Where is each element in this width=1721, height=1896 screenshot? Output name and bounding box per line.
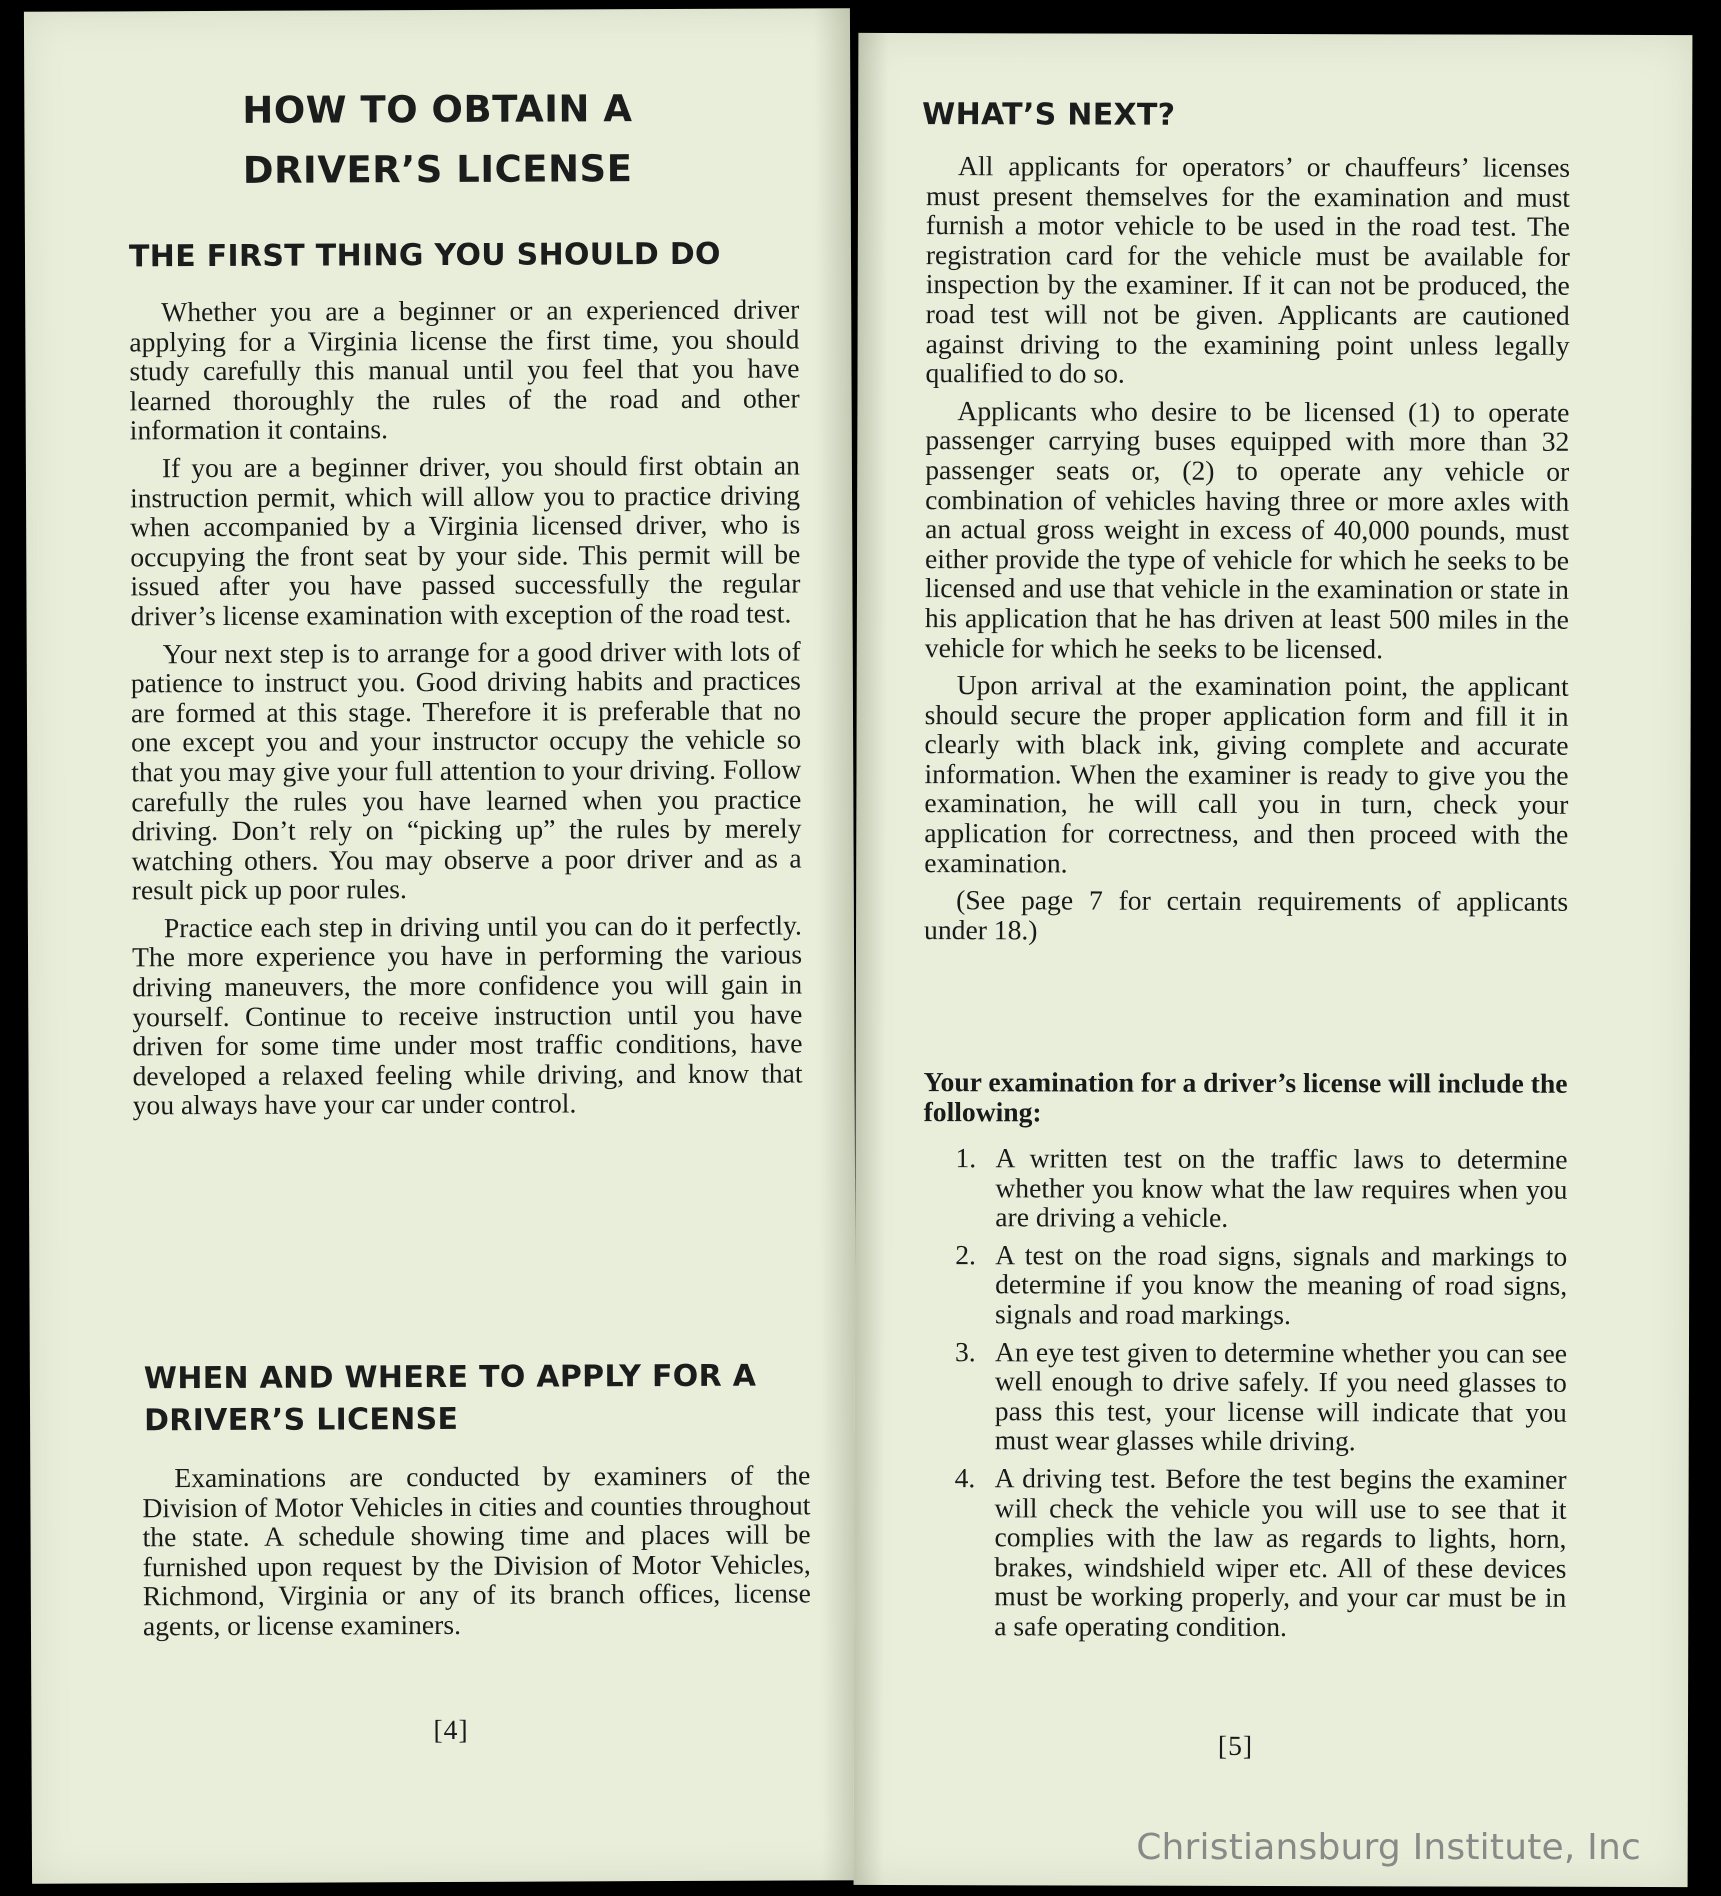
paragraph: Whether you are a beginner or an experienced driver applying for a Virginia license the first time, you should study carefully this manual until you feel that you have learned thoroughly the rules of the road and other information it contains. — [129, 293, 800, 446]
page-number: [4] — [433, 1713, 469, 1746]
section-body-when-where — [142, 1460, 811, 1640]
list-item — [923, 1143, 1567, 1233]
page-title-line2: DRIVER’S LICENSE — [242, 147, 633, 192]
page-title-line1: HOW TO OBTAIN A — [242, 87, 633, 132]
gutter-shadow — [814, 8, 858, 1880]
paragraph: Examinations are conducted by examiners of the Division of Motor Vehicles in cities and counties throughout the state. A schedule showing time and places will be furnished upon request by the Division of Motor Vehicles, Richmond, Virginia or any of its branch offices, license agents, or license examiners. — [142, 1459, 811, 1642]
paragraph: All applicants for operators’ or chauffeurs’ licenses must present themselves for the examination and must furnish a motor vehicle to be used in the road test. The registration card for the vehicle must be available for inspection by the examiner. If it can not be produced, the road test will not be given. Applicants are cautioned against driving to the examining point unless legally qualified to do so. — [925, 150, 1571, 389]
section-heading-first-thing: THE FIRST THING YOU SHOULD DO — [128, 236, 721, 275]
section-heading-whats-next: WHAT’S NEXT? — [922, 97, 1176, 133]
exam-requirements-list — [922, 1143, 1567, 1650]
list-item-number: 2. — [955, 1238, 976, 1271]
list-item-text: An eye test given to determine whether you can see well enough to drive safely. If you need glasses to pass this test, your license will indicate that you must wear glasses while driving. — [994, 1335, 1568, 1457]
gutter-shadow — [854, 33, 889, 1885]
list-item-number: 1. — [955, 1142, 977, 1174]
section-heading-when-where-line1: WHEN AND WHERE TO APPLY FOR A — [143, 1358, 757, 1397]
list-item-number: 3. — [954, 1335, 976, 1367]
left-page — [24, 8, 858, 1884]
exam-list-intro: Your examination for a driver’s license will include the following: — [923, 1066, 1568, 1128]
right-page — [854, 33, 1693, 1887]
list-item — [923, 1240, 1567, 1330]
section-body-first-thing — [129, 294, 803, 1120]
list-item-text: A written test on the traffic laws to determine whether you know what the law requires when you are driving a vehicle. — [995, 1142, 1568, 1234]
section-heading-when-where-line2: DRIVER’S LICENSE — [143, 1401, 459, 1439]
page-number: [5] — [1217, 1729, 1254, 1761]
watermark: Christiansburg Institute, Inc — [1136, 1827, 1641, 1868]
section-body-whats-next — [924, 151, 1570, 946]
list-item — [923, 1337, 1567, 1457]
paragraph: (See page 7 for certain requirements of applicants under 18.) — [924, 884, 1569, 946]
paragraph: Upon arrival at the examination point, the applicant should secure the proper application form and fill it in clearly with black ink, giving complete and accurate information. When the examiner is ready to give you the examination, he will call you in turn, check your application for correctness, and then proceed with the examination. — [924, 669, 1569, 879]
paragraph: Practice each step in driving until you can do it perfectly. The more experience you have in performing the various driving maneuvers, the more confidence you will gain in yourself. Continue to receive instruction until you have driven for some time under most traffic conditions, have developed a relaxed feeling while driving, and know that you always have your car under control. — [131, 909, 803, 1121]
list-item — [922, 1463, 1566, 1642]
paragraph: If you are a beginner driver, you should first obtain an instruction permit, which will allow you to practice driving when accompanied by a Virginia licensed driver, who is occupying the front seat by your side. This permit will be issued after you have passed successfully the regular driver’s license examination with exception of the road test. — [129, 449, 801, 632]
list-item-text: A test on the road signs, signals and markings to determine if you know the meaning of road signs, signals and road markings. — [995, 1239, 1568, 1331]
list-item-number: 4. — [954, 1462, 976, 1494]
paragraph: Your next step is to arrange for a good driver with lots of patience to instruct you. Good driving habits and practices are formed at this stage. Therefore it is preferable that no one except you and your instructor occupy the vehicle so that you may give your full attention to your driving. Follow carefully the rules you have learned when you practice driving. Don’t rely on “picking up” the rules by merely watching others. You may observe a poor driver and as a result pick up poor rules. — [130, 634, 802, 906]
paragraph: Applicants who desire to be licensed (1) to operate passenger carrying buses equipped with more than 32 passenger seats or, (2) to operate any vehicle or combination of vehicles having three or more axles with an actual gross weight in excess of 40,000 pounds, must either provide the type of vehicle for which he seeks to be licensed and use that vehicle in the examination or state in his application that he has driven at least 500 miles in the vehicle for which he seeks to be licensed. — [924, 394, 1570, 664]
list-item-text: A driving test. Before the test begins the examiner will check the vehicle you will use to see that it complies with the law as regards to lights, horn, brakes, windshield wiper etc. All of these devices must be working properly, and your car must be in a safe operating condition. — [994, 1462, 1567, 1642]
